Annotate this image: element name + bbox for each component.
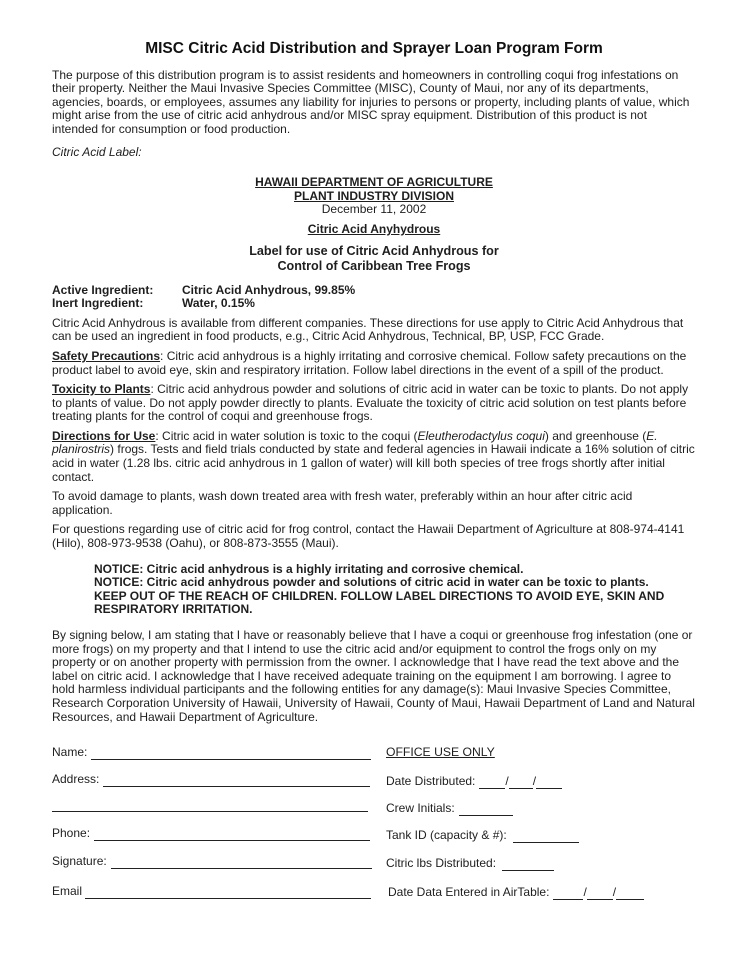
name-row	[52, 746, 371, 760]
email-row	[52, 885, 371, 899]
signature-label: Signature:	[52, 854, 107, 869]
notice-1: NOTICE: Citric acid anhydrous is a highly irritating and corrosive chemical.	[94, 561, 524, 576]
address-field-line2[interactable]	[52, 799, 368, 812]
label-title	[52, 244, 696, 274]
intro-paragraph: The purpose of this distribution program is to assist residents and homeowners in controlling coqui frog infestations on their property. Neither the Maui Invasive Species Committee (MISC), County of Maui, nor any of its departments, agencies, boards, or employees, assumes any liability for injuries to persons or property, including plants of value, which might arise from the use of citric acid anhydrous and/or MISC spray equipment. Distribution of this product is not intended for consumption or food production.	[52, 67, 690, 136]
tank-id-field[interactable]	[513, 830, 579, 843]
email-label: Email	[52, 884, 83, 899]
date-entered-year[interactable]	[616, 887, 644, 900]
active-ingredient-value: Citric Acid Anhydrous, 99.85%	[182, 282, 356, 297]
crew-initials-label: Crew Initials:	[386, 801, 455, 816]
address-field[interactable]	[103, 774, 370, 787]
phone-label: Phone:	[52, 826, 91, 841]
label-title-line1: Label for use of Citric Acid Anhydrous for	[249, 243, 499, 258]
page-title: MISC Citric Acid Distribution and Sprayer Loan Program Form	[145, 40, 603, 57]
active-ingredient-label: Active Ingredient:	[52, 282, 154, 297]
phone-field[interactable]	[94, 828, 370, 841]
safety-heading: Safety Precautions	[52, 348, 161, 363]
date-entered-row	[388, 886, 644, 900]
label-title-line2: Control of Caribbean Tree Frogs	[277, 258, 471, 273]
toxicity-heading: Toxicity to Plants	[52, 382, 151, 397]
notice-3: KEEP OUT OF THE REACH OF CHILDREN. FOLLOW LABEL DIRECTIONS TO AVOID EYE, SKIN AND RESPIRATORY IRRITATION.	[94, 588, 665, 617]
date-entered-label: Date Data Entered in AirTable:	[388, 885, 550, 900]
toxicity-text: : Citric acid anhydrous powder and solutions of citric acid in water can be toxic to plants. Do not apply to plants of value. Do not apply powder directly to plants. Evaluate the toxicity of citric acid solution on test plants before treating plants for the control of coqui and greenhouse frogs.	[52, 382, 689, 424]
crew-initials-field[interactable]	[459, 803, 513, 816]
toxicity-paragraph	[52, 383, 696, 424]
directions-text-c: ) frogs. Tests and field trials conducted by state and federal agencies in Hawaii indicate a 16% solution of citric acid in water (1.28 lbs. citric acid anhydrous in 1 gallon of water) will kill both species of tree frogs shortly after initial contact.	[52, 442, 695, 484]
crew-initials-row	[386, 802, 513, 816]
ingredients	[52, 284, 696, 311]
address-label: Address:	[52, 772, 100, 787]
directions-paragraph	[52, 430, 696, 484]
date-entered-day[interactable]	[587, 887, 613, 900]
damage-paragraph: To avoid damage to plants, wash down treated area with fresh water, preferably within an hour after citric acid application.	[52, 489, 633, 517]
phone-row	[52, 827, 370, 841]
email-field[interactable]	[85, 886, 371, 899]
directions-text-b: ) and greenhouse (	[544, 428, 647, 443]
date-distributed-day[interactable]	[509, 776, 533, 789]
tank-id-label: Tank ID (capacity & #):	[386, 828, 507, 843]
name-field[interactable]	[91, 747, 371, 760]
date-distributed-year[interactable]	[536, 776, 562, 789]
date-distributed-row	[386, 775, 562, 789]
address-row	[52, 773, 370, 787]
safety-paragraph	[52, 350, 696, 377]
tank-id-row	[386, 829, 579, 843]
species-coqui: Eleutherodactylus coqui	[417, 428, 545, 443]
notice-2: NOTICE: Citric acid anhydrous powder and solutions of citric acid in water can be toxic to plants.	[94, 575, 649, 590]
directions-heading: Directions for Use	[52, 428, 156, 443]
inert-ingredient-value: Water, 0.15%	[182, 296, 255, 311]
date-entered-month[interactable]	[553, 887, 583, 900]
label-caption: Citric Acid Label:	[52, 144, 142, 159]
signup-form	[52, 746, 696, 926]
office-title-row	[386, 746, 495, 760]
label-dept: HAWAII DEPARTMENT OF AGRICULTURE	[255, 175, 493, 190]
availability-paragraph: Citric Acid Anhydrous is available from different companies. These directions for use apply to Citric Acid Anhydrous that can be used an ingredient in food products, e.g., Citric Acid Anhydrous, Technical, BP, USP, FCC Grade.	[52, 315, 684, 344]
species-greenhouse: E. planirostris	[52, 428, 658, 457]
label-division: PLANT INDUSTRY DIVISION	[293, 188, 454, 203]
address-row-2	[52, 799, 368, 812]
notice-block	[94, 563, 696, 617]
inert-ingredient-label: Inert Ingredient:	[52, 296, 144, 311]
signing-paragraph: By signing below, I am stating that I have or reasonably believe that I have a coqui or greenhouse frog infestation (one or more frogs) on my property and that I intend to use the citric acid and/or equipment to control the frogs only on my property or on another property with permission from the owner. I acknowledge that I have read the text above and the label on citric acid. I acknowledge that I have received adequate training on the equipment I am borrowing. I agree to hold harmless individual participants and the following entities for any damage(s): Maui Invasive Species Committee, Research Corporation University of Hawaii, University of Hawaii, County of Maui, Hawaii Department of Land and Natural Resources, and Hawaii Department of Agriculture.	[52, 628, 695, 724]
citric-lbs-row	[386, 857, 554, 871]
citric-lbs-field[interactable]	[502, 858, 554, 871]
directions-text-a: : Citric acid in water solution is toxic to the coqui (	[155, 428, 418, 443]
safety-text: : Citric acid anhydrous is a highly irritating and corrosive chemical. Follow safety precautions on the product label to avoid eye, skin and respiratory irritation. Follow label directions in the event of a spill of the product.	[52, 348, 687, 377]
name-label: Name:	[52, 745, 88, 760]
contact-paragraph: For questions regarding use of citric acid for frog control, contact the Hawaii Department of Agriculture at 808-974-4141 (Hilo), 808-973-9538 (Oahu), or 808-873-3555 (Maui).	[52, 522, 685, 551]
citric-lbs-label: Citric lbs Distributed:	[386, 856, 497, 871]
signature-row	[52, 855, 372, 869]
date-sep: /	[583, 885, 587, 900]
date-sep: /	[505, 774, 509, 789]
office-use-title: OFFICE USE ONLY	[386, 745, 495, 760]
label-product: Citric Acid Anyhydrous	[307, 221, 441, 236]
date-sep: /	[612, 885, 617, 900]
date-sep: /	[532, 774, 537, 789]
date-distributed-month[interactable]	[479, 776, 505, 789]
signature-field[interactable]	[111, 856, 372, 869]
label-date: December 11, 2002	[321, 202, 427, 217]
date-distributed-label: Date Distributed:	[386, 774, 476, 789]
